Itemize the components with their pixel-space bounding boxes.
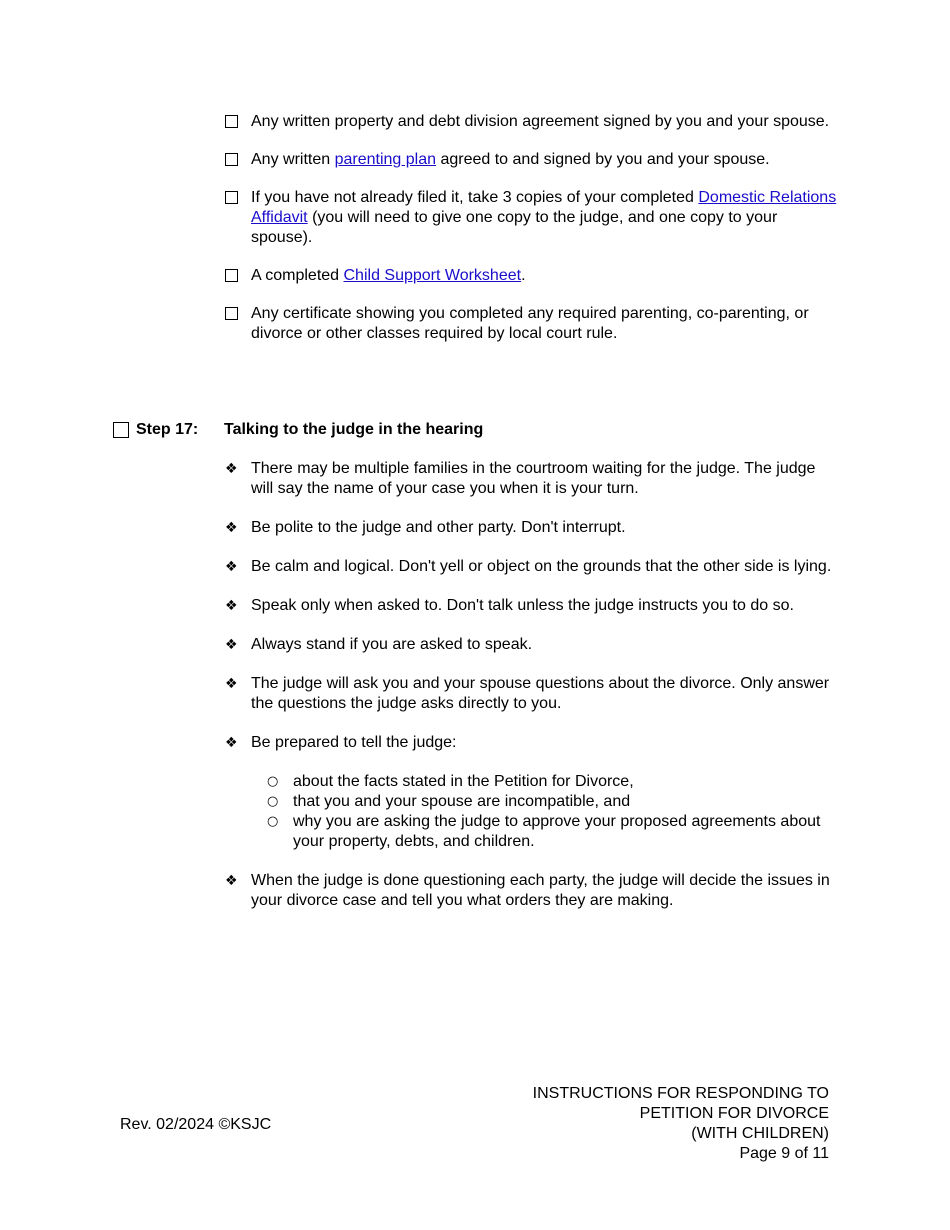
list-item: [225, 596, 840, 616]
checklist-item-text-after: .: [521, 267, 526, 284]
checklist-item: [225, 266, 840, 286]
checklist-item: [225, 112, 840, 132]
checkbox[interactable]: [225, 191, 238, 204]
checkbox[interactable]: [225, 307, 238, 320]
sub-list-item: [267, 792, 840, 812]
list-item: [225, 733, 840, 852]
sub-list-item-text: why you are asking the judge to approve your proposed agreements about your property, debts, and children.: [293, 813, 821, 850]
checklist-item: [225, 150, 840, 170]
circle-bullet-icon: ○: [267, 814, 279, 829]
step-label: Step 17:: [136, 421, 199, 438]
list-item-text: When the judge is done questioning each party, the judge will decide the issues in your divorce case and tell you what orders they are making.: [251, 872, 830, 909]
checklist-item-text: Any written property and debt division agreement signed by you and your spouse.: [251, 113, 830, 130]
list-item-text: Speak only when asked to. Don't talk unless the judge instructs you to do so.: [251, 597, 794, 614]
page-number: Page 9 of 11: [739, 1145, 829, 1162]
list-item: [225, 518, 840, 538]
list-item: [225, 635, 840, 655]
step-checkbox[interactable]: [113, 422, 129, 438]
list-item-text: Be polite to the judge and other party. Don't interrupt.: [251, 519, 626, 536]
checklist-item-text-before: If you have not already filed it, take 3 copies of your completed: [251, 189, 699, 206]
circle-bullet-icon: ○: [267, 774, 279, 789]
diamond-bullet-icon: ❖: [225, 559, 238, 575]
list-item-text: Be prepared to tell the judge:: [251, 734, 457, 751]
diamond-bullet-icon: ❖: [225, 598, 238, 614]
checklist-item-text-after: agreed to and signed by you and your spouse.: [436, 151, 770, 168]
checklist-item: [225, 188, 840, 248]
footer-line: PETITION FOR DIVORCE: [639, 1105, 829, 1122]
sub-list-item: [267, 772, 840, 792]
list-item-text: The judge will ask you and your spouse questions about the divorce. Only answer the questions the judge asks directly to you.: [251, 675, 830, 712]
domestic-relations-affidavit-link[interactable]: Domestic Relations Affidavit: [251, 189, 837, 226]
checkbox[interactable]: [225, 153, 238, 166]
checklist-item-text: Any certificate showing you completed any required parenting, co-parenting, or divorce or other classes required by local court rule.: [251, 305, 809, 342]
child-support-worksheet-link[interactable]: Child Support Worksheet: [343, 267, 522, 284]
parenting-plan-link[interactable]: parenting plan: [334, 151, 437, 168]
step-title: Talking to the judge in the hearing: [224, 421, 484, 438]
diamond-bullet-icon: ❖: [225, 637, 238, 653]
list-item-text: Always stand if you are asked to speak.: [251, 636, 533, 653]
sub-list-item-text: about the facts stated in the Petition for Divorce,: [293, 773, 634, 790]
diamond-bullet-icon: ❖: [225, 520, 238, 536]
circle-bullet-icon: ○: [267, 794, 279, 809]
diamond-bullet-icon: ❖: [225, 461, 238, 477]
footer-line: INSTRUCTIONS FOR RESPONDING TO: [532, 1085, 829, 1102]
checklist-item-text-before: Any written: [251, 151, 335, 168]
list-item: [225, 871, 840, 911]
footer-title: [533, 1084, 829, 1164]
checklist-item-text-after: (you will need to give one copy to the judge, and one copy to your spouse).: [251, 209, 778, 246]
revision-note: Rev. 02/2024 ©KSJC: [120, 1116, 272, 1133]
checklist-item-text-before: A completed: [251, 267, 344, 284]
list-item-text: Be calm and logical. Don't yell or object on the grounds that the other side is lying.: [251, 558, 832, 575]
diamond-bullet-icon: ❖: [225, 873, 238, 889]
document-checklist: [225, 112, 840, 362]
list-item-text: There may be multiple families in the courtroom waiting for the judge. The judge will say the name of your case you when it is your turn.: [251, 460, 816, 497]
list-item: [225, 459, 840, 499]
checkbox[interactable]: [225, 115, 238, 128]
instruction-list: [225, 459, 840, 930]
checklist-item: [225, 304, 840, 344]
footer-line: (WITH CHILDREN): [691, 1125, 829, 1142]
list-item: [225, 557, 840, 577]
checkbox[interactable]: [225, 269, 238, 282]
sub-list-item: [267, 812, 840, 852]
sub-list-item-text: that you and your spouse are incompatible, and: [293, 793, 631, 810]
sub-list: [267, 772, 840, 852]
list-item: [225, 674, 840, 714]
diamond-bullet-icon: ❖: [225, 735, 238, 751]
diamond-bullet-icon: ❖: [225, 676, 238, 692]
